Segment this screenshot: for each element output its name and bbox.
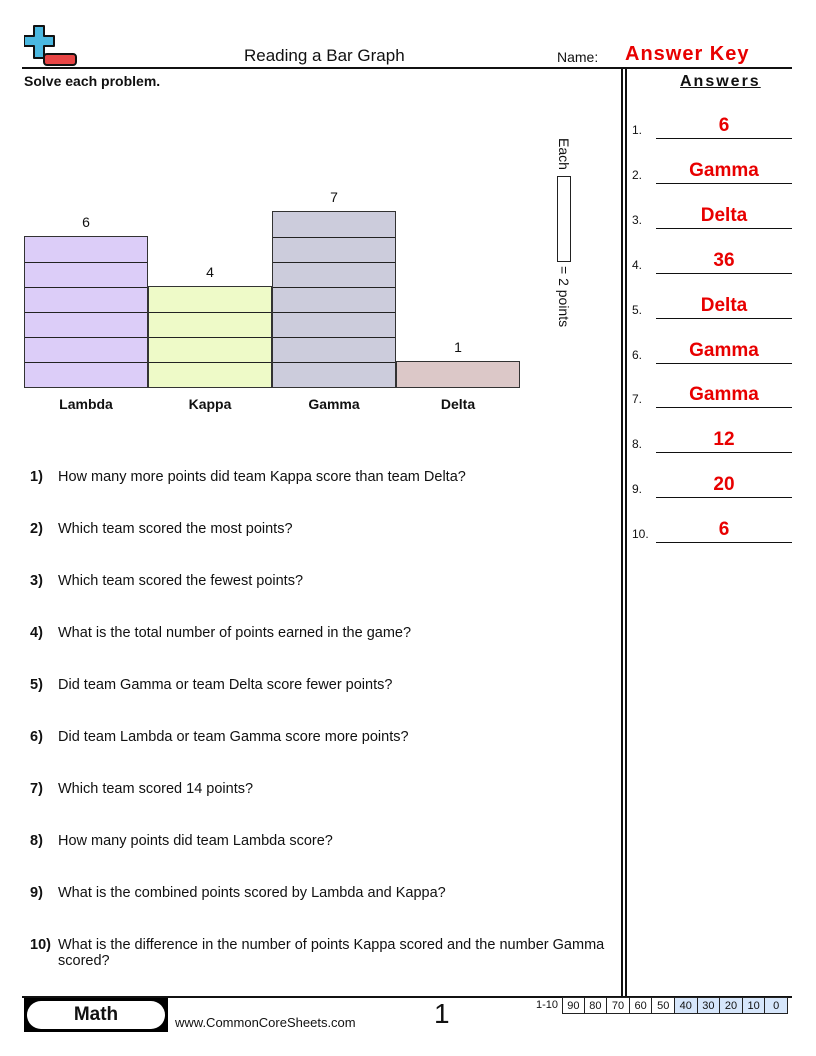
answer-field[interactable]: Gamma — [689, 340, 759, 361]
answer-field[interactable]: Gamma — [689, 160, 759, 181]
answer-item: 1. 6 — [632, 109, 792, 139]
bar-value-label: 1 — [454, 339, 462, 355]
answer-field[interactable]: Delta — [700, 205, 748, 226]
answers-title: Answers — [680, 73, 761, 90]
answer-field[interactable]: 6 — [718, 519, 730, 540]
plus-minus-logo-icon — [24, 24, 80, 68]
score-cell: 40 — [675, 997, 698, 1014]
answer-item: 10. 6 — [632, 513, 792, 543]
bar-segment — [25, 312, 147, 337]
score-cell: 0 — [765, 997, 788, 1014]
bar-segment — [25, 237, 147, 262]
bar-segment — [25, 337, 147, 362]
answer-field[interactable]: 6 — [718, 115, 730, 136]
score-cell: 50 — [652, 997, 675, 1014]
answer-item: 2. Gamma — [632, 154, 792, 184]
chart-legend — [550, 138, 580, 348]
category-label: Delta — [440, 396, 476, 412]
bar-chart — [24, 180, 524, 420]
answer-item: 4. 36 — [632, 244, 792, 274]
score-cell: 20 — [720, 997, 743, 1014]
header-divider — [22, 67, 792, 69]
name-field[interactable]: Answer Key — [625, 43, 750, 65]
question-item: 2) Which team scored the most points? — [30, 521, 293, 537]
column-divider — [621, 69, 623, 996]
bar-value-label: 6 — [82, 214, 90, 230]
question-item: 1) How many more points did team Kappa score than team Delta? — [30, 469, 466, 485]
answer-field[interactable]: Delta — [700, 295, 748, 316]
bar-segment — [273, 312, 395, 337]
bar-segment — [25, 362, 147, 387]
score-cell: 30 — [698, 997, 721, 1014]
legend-unit-block — [557, 176, 571, 262]
bar-segment — [25, 262, 147, 287]
subject-badge — [24, 998, 168, 1032]
question-item: 9) What is the combined points scored by Lambda and Kappa? — [30, 885, 446, 901]
bar-segment — [273, 212, 395, 237]
bar-value-label: 7 — [330, 189, 338, 205]
score-cell: 60 — [630, 997, 653, 1014]
question-item: 5) Did team Gamma or team Delta score fewer points? — [30, 677, 393, 693]
bar-kappa — [148, 286, 272, 388]
bar-segment — [273, 337, 395, 362]
answer-item: 5. Delta — [632, 289, 792, 319]
answer-item: 7. Gamma — [632, 378, 792, 408]
bar-segment — [149, 362, 271, 387]
bar-segment — [273, 237, 395, 262]
score-cell: 10 — [743, 997, 766, 1014]
question-item: 8) How many points did team Lambda score? — [30, 833, 333, 849]
bar-segment — [25, 287, 147, 312]
answer-field[interactable]: 36 — [713, 250, 735, 271]
category-label: Gamma — [308, 396, 360, 412]
score-cell: 70 — [607, 997, 630, 1014]
legend-prefix: Each — [556, 138, 572, 170]
question-item: 10) What is the difference in the number of points Kappa scored and the number Gamma scored? — [30, 937, 605, 969]
bar-segment — [273, 362, 395, 387]
instructions: Solve each problem. — [24, 73, 161, 89]
bar-segment — [149, 312, 271, 337]
bar-gamma — [272, 211, 396, 388]
column-divider — [625, 69, 627, 996]
question-item: 7) Which team scored 14 points? — [30, 781, 254, 797]
answer-item: 3. Delta — [632, 199, 792, 229]
question-item: 3) Which team scored the fewest points? — [30, 573, 304, 589]
answer-item: 8. 12 — [632, 423, 792, 453]
legend-suffix: = 2 points — [556, 266, 572, 328]
category-label: Kappa — [188, 396, 232, 412]
bar-segment — [273, 262, 395, 287]
question-item: 4) What is the total number of points earned in the game? — [30, 625, 412, 641]
name-label: Name: — [557, 49, 599, 65]
score-table — [532, 997, 788, 1014]
website-link[interactable]: www.CommonCoreSheets.com — [175, 1015, 356, 1030]
answer-field[interactable]: 12 — [713, 429, 735, 450]
question-item: 6) Did team Lambda or team Gamma score more points? — [30, 729, 409, 745]
subject-label: Math — [27, 1001, 165, 1029]
bar-segment — [149, 337, 271, 362]
answer-field[interactable]: Gamma — [689, 384, 759, 405]
bar-segment — [149, 287, 271, 312]
answer-field[interactable]: 20 — [713, 474, 735, 495]
bar-segment — [397, 362, 519, 387]
score-cell: 80 — [585, 997, 608, 1014]
answer-item: 6. Gamma — [632, 334, 792, 364]
bar-lambda — [24, 236, 148, 388]
page-title: Reading a Bar Graph — [244, 46, 405, 65]
score-range-label: 1-10 — [536, 999, 559, 1011]
answer-item: 9. 20 — [632, 468, 792, 498]
category-label: Lambda — [59, 396, 113, 412]
bar-delta — [396, 361, 520, 388]
bar-value-label: 4 — [206, 264, 214, 280]
bar-segment — [273, 287, 395, 312]
score-cell: 90 — [562, 997, 585, 1014]
page-number: 1 — [434, 998, 450, 1029]
